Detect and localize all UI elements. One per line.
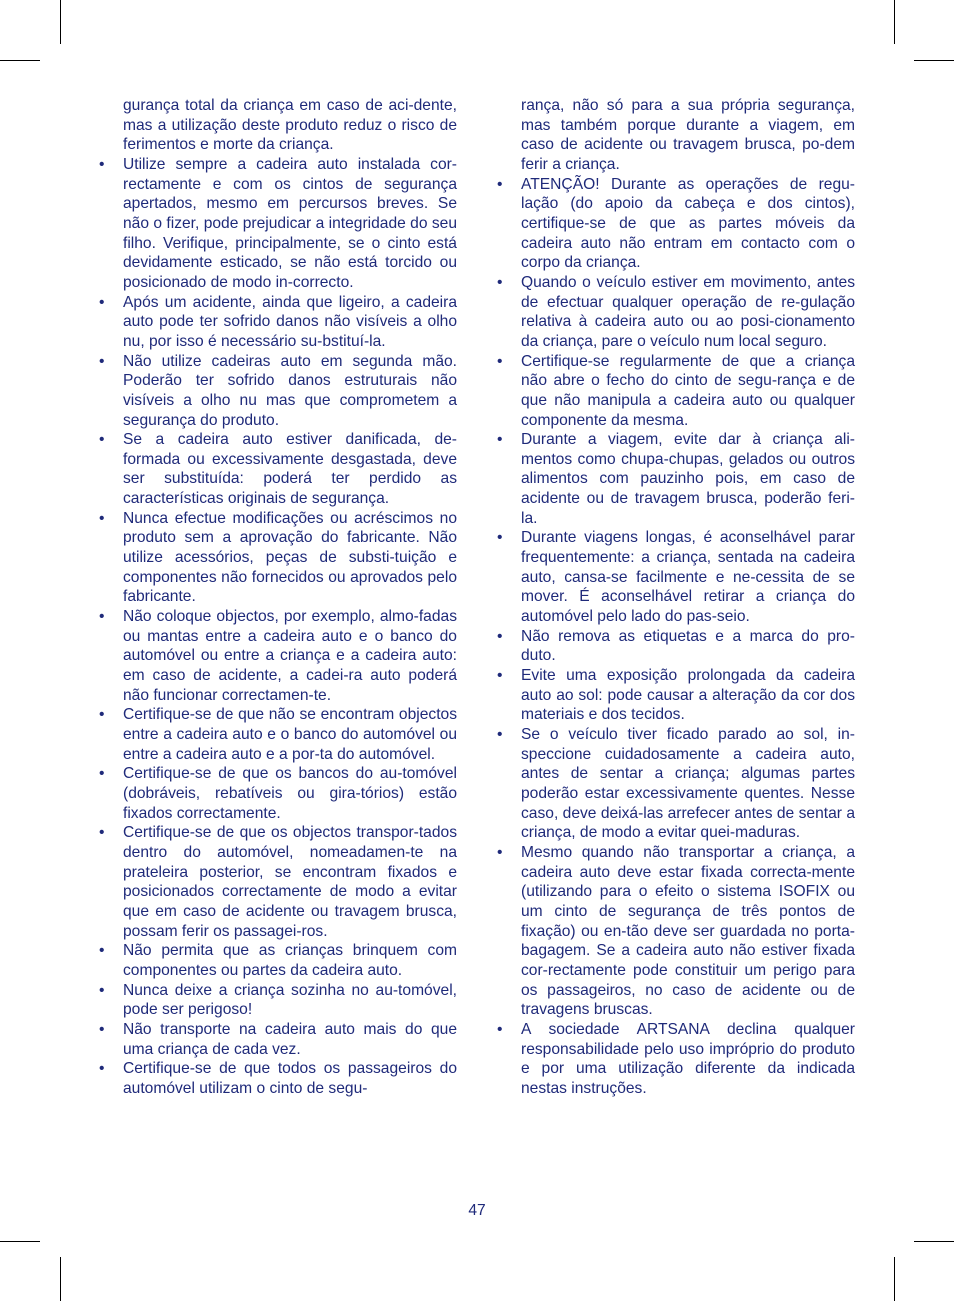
bullet: • — [99, 431, 105, 449]
list-item: • A sociedade ARTSANA declina qualquer responsabilidade pelo uso impróprio do produto e por uma utilização diferente da indicada nestas instruções. — [497, 1020, 855, 1097]
crop-mark — [0, 60, 40, 61]
list-item: • Certifique-se de que todos os passageiros do automóvel utilizam o cinto de segu- — [99, 1060, 457, 1097]
bullet: • — [99, 352, 105, 370]
bullet: • — [497, 1020, 503, 1038]
list-item: • Se o veículo tiver ficado parado ao sol, in-speccione cuidadosamente a cadeira auto, antes de sentar a criança; algumas partes poderão estar excessivamente quentes. Nesse caso, deve deixá-las arrefecer antes de sentar a criança, de modo a evitar quei-maduras. — [497, 726, 855, 842]
list-item: • Durante viagens longas, é aconselhável parar frequentemente: a criança, sentada na cadeira auto, cansa-se facilmente e ne-cessita de se mover. É aconselhável retirar a criança do automóvel pelo lado do pas-seio. — [497, 529, 855, 626]
list-item: • Durante a viagem, evite dar à criança ali-mentos como chupa-chupas, gelados ou outros alimentos com pauzinho pois, em caso de acidente ou de travagem brusca, poderão feri-la. — [497, 431, 855, 527]
list-item: • Certifique-se regularmente de que a criança não abre o fecho do cinto de segu-rança e de que não manipula a cadeira auto ou qualquer componente da mesma. — [497, 352, 855, 429]
bullet: • — [497, 843, 503, 861]
bullet: • — [99, 1060, 105, 1078]
list-item: • Nunca deixe a criança sozinha no au-tomóvel, pode ser perigoso! — [99, 981, 457, 1019]
list-item: • ATENÇÃO! Durante as operações de regu-lação (do apoio da cabeça e dos cintos), certifique-se de que as partes móveis da cadeira auto não entram em contacto com o corpo da criança. — [497, 175, 855, 272]
bullet: • — [497, 273, 503, 291]
bullet: • — [99, 608, 105, 626]
list-item: • Não utilize cadeiras auto em segunda mão. Poderão ter sofrido danos estruturais não visíveis a olho nu mas que comprometem a segurança do produto. — [99, 352, 457, 429]
crop-mark — [60, 1257, 61, 1301]
bullet: • — [99, 706, 105, 724]
list-item: • Não remova as etiquetas e a marca do pro-duto. — [497, 627, 855, 665]
right-column — [497, 96, 855, 1098]
bullet: • — [497, 352, 503, 370]
list-item: • Quando o veículo estiver em movimento, antes de efectuar qualquer operação de re-gulação relativa à cadeira auto ou ao posi-cionamento da criança, pare o veículo num local seguro. — [497, 273, 855, 350]
bullet: • — [99, 293, 105, 311]
bullet: • — [99, 509, 105, 527]
bullet: • — [497, 667, 503, 685]
bullet: • — [99, 824, 105, 842]
page-number: 47 — [468, 1202, 486, 1219]
bullet: • — [497, 726, 503, 743]
safety-list — [497, 175, 855, 1099]
bullet: • — [497, 627, 503, 645]
list-item: • Certifique-se de que os objectos transpor-tados dentro do automóvel, nomeadamen-te na prateleira posterior, se encontram fixados e posicionados correctamente de modo a evitar que em caso de acidente ou travagem brusca, possam ferir os passagei-ros. — [99, 824, 457, 940]
list-item: • Utilize sempre a cadeira auto instalada cor-rectamente e com os cintos de segurança apertados, mesmo em percursos breves. Se não o fizer, pode prejudicar a integridade do seu filho. Verifique, principalmente, se o cinto está devidamente esticado, se não está torcido ou posicionado de modo in-correcto. — [99, 155, 457, 291]
bullet: • — [497, 175, 503, 193]
list-item: • Nunca efectue modificações ou acréscimos no produto sem a aprovação do fabricante. Não utilize acessórios, peças de substi-tuição e componentes não fornecidos ou aprovados pelo fabricante. — [99, 509, 457, 606]
bullet: • — [99, 1020, 105, 1038]
crop-mark — [0, 1241, 40, 1242]
list-item: • Certifique-se de que os bancos do au-tomóvel (dobráveis, rebatíveis ou gira-tórios) estão fixados correctamente. — [99, 765, 457, 822]
list-item: • Não coloque objectos, por exemplo, almo-fadas ou mantas entre a cadeira auto e o banco do automóvel ou entre a criança e a cadeira auto: em caso de acidente, a cadei-ra auto poderá não funcionar correctamen-te. — [99, 608, 457, 704]
list-item: • Não permita que as crianças brinquem com componentes ou partes da cadeira auto. — [99, 942, 457, 979]
list-item: • Evite uma exposição prolongada da cadeira auto ao sol: pode causar a alteração da cor dos materiais e dos tecidos. — [497, 667, 855, 724]
bullet: • — [99, 155, 105, 173]
list-item: • Se a cadeira auto estiver danificada, de-formada ou excessivamente desgastada, deve ser substituída: poderá ter perdido as características originais de segurança. — [99, 431, 457, 508]
left-column — [99, 96, 457, 1098]
bullet: • — [497, 431, 503, 449]
bullet: • — [99, 942, 105, 960]
crop-mark — [60, 0, 61, 44]
list-item: • Certifique-se de que não se encontram objectos entre a cadeira auto e o banco do automóvel ou entre a cadeira auto e a por-ta do automóvel. — [99, 706, 457, 763]
list-item: • Após um acidente, ainda que ligeiro, a cadeira auto pode ter sofrido danos não visíveis a olho nu, por isso é necessário su-bstituí-la. — [99, 293, 457, 350]
bullet: • — [99, 765, 105, 783]
safety-list — [99, 155, 457, 1099]
crop-mark — [914, 1241, 954, 1242]
crop-mark — [914, 60, 954, 61]
crop-mark — [894, 1257, 895, 1301]
list-item: • Mesmo quando não transportar a criança, a cadeira auto deve estar fixada correcta-mente (utilizando para o efeito o sistema ISOFIX ou um cinto de segurança de três pontos de fixação) ou en-tão deve ser guardada no porta-bagagem. Se a cadeira auto não estiver fixada cor-rectamente pode constituir um perigo para os passageiros, no caso de acidente ou de travagens bruscas. — [497, 843, 855, 1019]
bullet: • — [497, 529, 503, 547]
continued-paragraph: rança, não só para a sua própria segurança, mas também porque durante a viagem, em caso de acidente ou travagem brusca, po-dem ferir a criança. — [521, 97, 855, 173]
bullet: • — [99, 981, 105, 999]
continued-paragraph: gurança total da criança em caso de aci-dente, mas a utilização deste produto reduz o risco de ferimentos e morte da criança. — [123, 97, 457, 154]
list-item: • Não transporte na cadeira auto mais do que uma criança de cada vez. — [99, 1020, 457, 1058]
crop-mark — [894, 0, 895, 44]
